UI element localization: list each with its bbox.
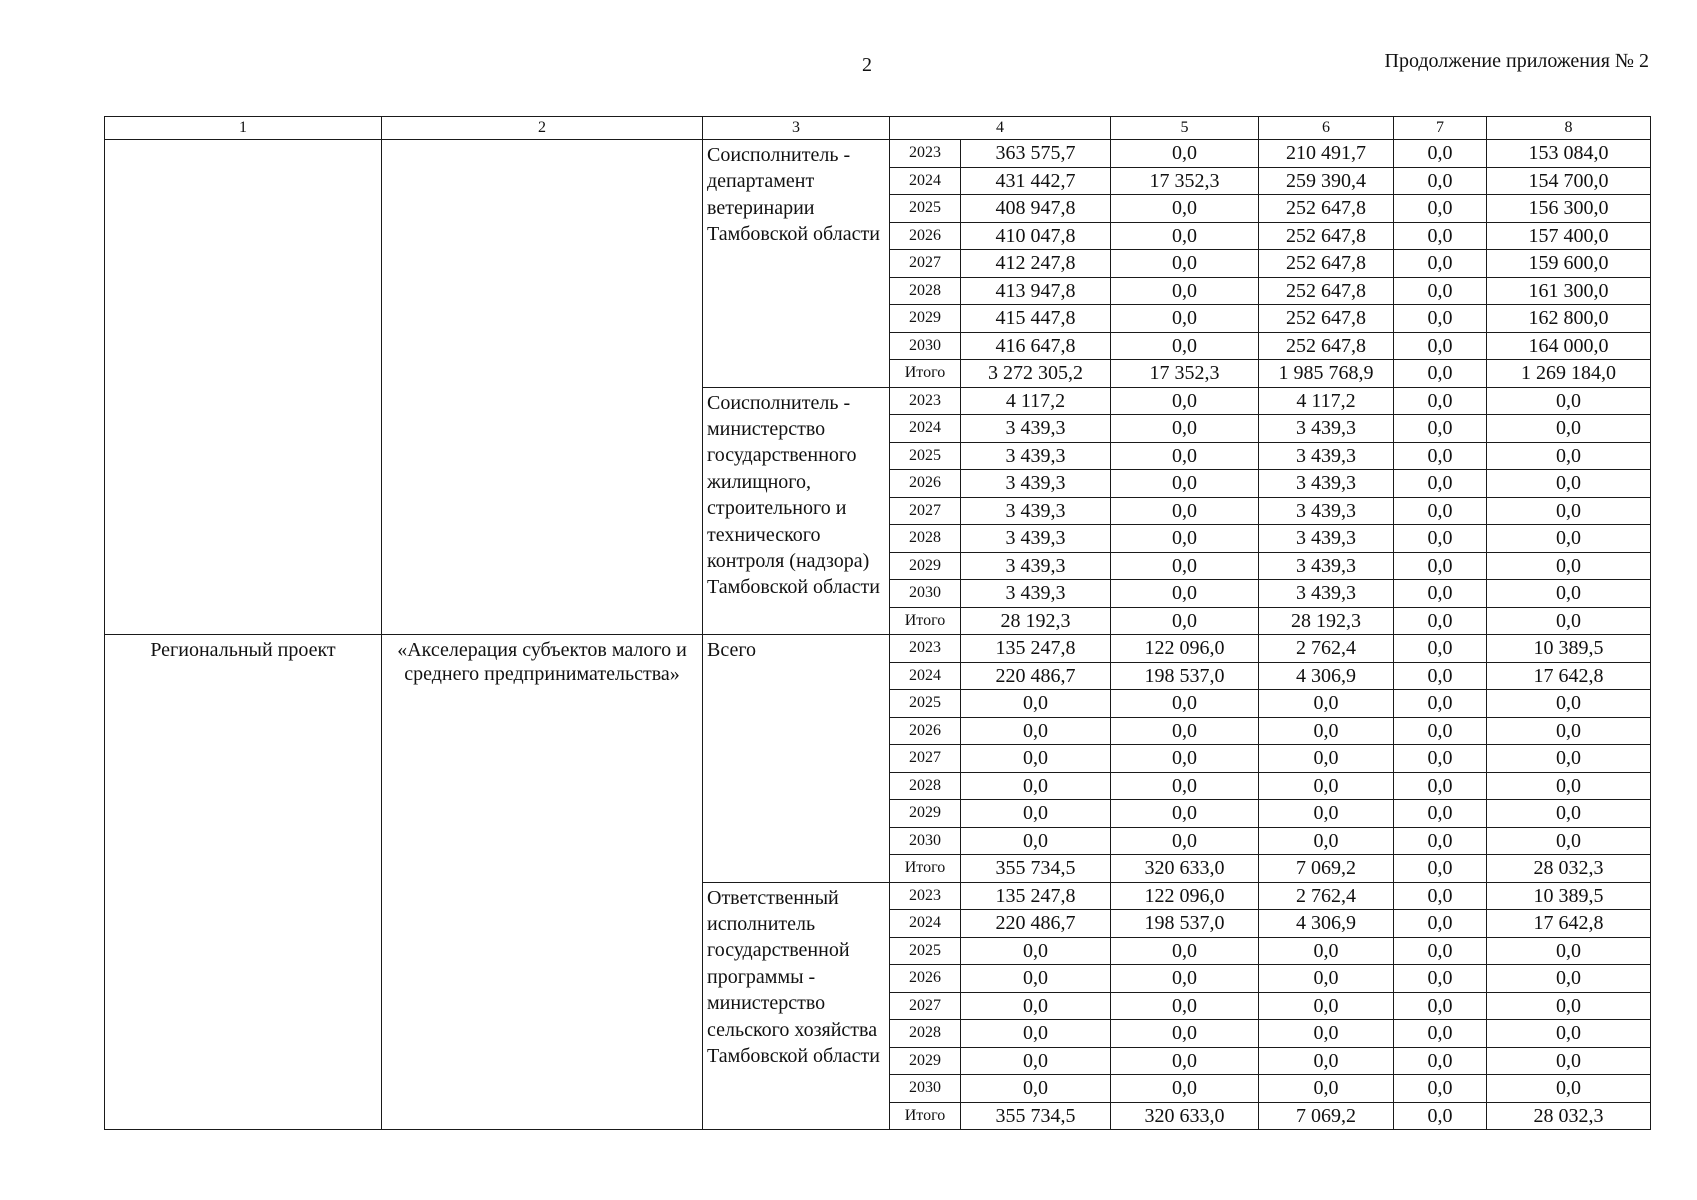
page-number: 2: [862, 54, 872, 76]
value-cell-c7: 0,0: [1394, 690, 1487, 718]
value-cell-c7: 0,0: [1394, 580, 1487, 608]
year-cell: 2025: [890, 442, 961, 470]
value-cell-c8: 0,0: [1487, 690, 1651, 718]
value-cell-c8: 10 389,5: [1487, 882, 1651, 910]
value-cell-c8: 0,0: [1487, 525, 1651, 553]
year-cell: 2026: [890, 470, 961, 498]
value-cell-c7: 0,0: [1394, 222, 1487, 250]
value-cell-c7: 0,0: [1394, 305, 1487, 333]
value-cell-c4: 363 575,7: [961, 140, 1111, 168]
value-cell-c6: 1 985 768,9: [1259, 360, 1394, 388]
value-cell-c5: 0,0: [1111, 965, 1259, 993]
column-header: 3: [703, 117, 890, 140]
value-cell-c4: 3 439,3: [961, 525, 1111, 553]
value-cell-c6: 259 390,4: [1259, 167, 1394, 195]
value-cell-c6: 0,0: [1259, 1020, 1394, 1048]
year-cell: Итого: [890, 360, 961, 388]
value-cell-c8: 0,0: [1487, 745, 1651, 773]
value-cell-c5: 0,0: [1111, 1075, 1259, 1103]
value-cell-c8: 17 642,8: [1487, 910, 1651, 938]
value-cell-c4: 0,0: [961, 745, 1111, 773]
value-cell-c8: 0,0: [1487, 772, 1651, 800]
value-cell-c7: 0,0: [1394, 497, 1487, 525]
column-header: 4: [890, 117, 1111, 140]
value-cell-c4: 3 439,3: [961, 552, 1111, 580]
year-cell: 2027: [890, 992, 961, 1020]
value-cell-c8: 157 400,0: [1487, 222, 1651, 250]
value-cell-c7: 0,0: [1394, 525, 1487, 553]
table-body: [105, 117, 1651, 1130]
year-cell: 2028: [890, 1020, 961, 1048]
value-cell-c5: 0,0: [1111, 305, 1259, 333]
value-cell-c7: 0,0: [1394, 662, 1487, 690]
value-cell-c8: 0,0: [1487, 497, 1651, 525]
value-cell-c5: 0,0: [1111, 415, 1259, 443]
value-cell-c4: 0,0: [961, 690, 1111, 718]
value-cell-c6: 3 439,3: [1259, 442, 1394, 470]
value-cell-c8: 0,0: [1487, 717, 1651, 745]
value-cell-c4: 135 247,8: [961, 635, 1111, 663]
year-cell: 2027: [890, 497, 961, 525]
year-cell: 2024: [890, 662, 961, 690]
year-cell: 2030: [890, 580, 961, 608]
year-cell: 2026: [890, 717, 961, 745]
value-cell-c8: 0,0: [1487, 1047, 1651, 1075]
value-cell-c5: 0,0: [1111, 332, 1259, 360]
column-header: 7: [1394, 117, 1487, 140]
value-cell-c4: 0,0: [961, 992, 1111, 1020]
value-cell-c8: 0,0: [1487, 470, 1651, 498]
value-cell-c6: 3 439,3: [1259, 415, 1394, 443]
year-cell: Итого: [890, 1102, 961, 1130]
value-cell-c8: 0,0: [1487, 580, 1651, 608]
value-cell-c8: 156 300,0: [1487, 195, 1651, 223]
column-header: 8: [1487, 117, 1651, 140]
value-cell-c5: 17 352,3: [1111, 167, 1259, 195]
value-cell-c8: 0,0: [1487, 1075, 1651, 1103]
section-type-cell: Региональный проект: [105, 635, 382, 1130]
value-cell-c4: 135 247,8: [961, 882, 1111, 910]
value-cell-c8: 28 032,3: [1487, 1102, 1651, 1130]
value-cell-c6: 0,0: [1259, 772, 1394, 800]
value-cell-c4: 0,0: [961, 717, 1111, 745]
value-cell-c8: 0,0: [1487, 552, 1651, 580]
executor-cell: Соисполнитель - департамент ветеринарии Тамбовской области: [703, 140, 890, 388]
value-cell-c4: 28 192,3: [961, 607, 1111, 635]
value-cell-c8: 161 300,0: [1487, 277, 1651, 305]
year-cell: 2029: [890, 800, 961, 828]
value-cell-c6: 3 439,3: [1259, 497, 1394, 525]
value-cell-c6: 2 762,4: [1259, 882, 1394, 910]
table-row: [105, 140, 1651, 168]
value-cell-c7: 0,0: [1394, 607, 1487, 635]
value-cell-c5: 320 633,0: [1111, 855, 1259, 883]
value-cell-c8: 0,0: [1487, 442, 1651, 470]
value-cell-c5: 0,0: [1111, 470, 1259, 498]
year-cell: 2023: [890, 140, 961, 168]
year-cell: 2030: [890, 827, 961, 855]
value-cell-c4: 0,0: [961, 937, 1111, 965]
value-cell-c7: 0,0: [1394, 442, 1487, 470]
value-cell-c7: 0,0: [1394, 827, 1487, 855]
column-header: 2: [382, 117, 703, 140]
year-cell: Итого: [890, 607, 961, 635]
value-cell-c4: 408 947,8: [961, 195, 1111, 223]
value-cell-c4: 3 439,3: [961, 470, 1111, 498]
value-cell-c6: 3 439,3: [1259, 525, 1394, 553]
value-cell-c6: 210 491,7: [1259, 140, 1394, 168]
year-cell: 2028: [890, 525, 961, 553]
value-cell-c7: 0,0: [1394, 772, 1487, 800]
year-cell: 2024: [890, 415, 961, 443]
value-cell-c8: 0,0: [1487, 800, 1651, 828]
value-cell-c7: 0,0: [1394, 277, 1487, 305]
value-cell-c8: 10 389,5: [1487, 635, 1651, 663]
value-cell-c6: 2 762,4: [1259, 635, 1394, 663]
value-cell-c4: 3 272 305,2: [961, 360, 1111, 388]
value-cell-c5: 0,0: [1111, 992, 1259, 1020]
value-cell-c4: 431 442,7: [961, 167, 1111, 195]
value-cell-c5: 0,0: [1111, 497, 1259, 525]
year-cell: 2024: [890, 910, 961, 938]
value-cell-c8: 0,0: [1487, 992, 1651, 1020]
value-cell-c8: 0,0: [1487, 827, 1651, 855]
value-cell-c4: 0,0: [961, 827, 1111, 855]
value-cell-c7: 0,0: [1394, 882, 1487, 910]
value-cell-c4: 0,0: [961, 965, 1111, 993]
value-cell-c6: 252 647,8: [1259, 195, 1394, 223]
value-cell-c8: 159 600,0: [1487, 250, 1651, 278]
value-cell-c8: 162 800,0: [1487, 305, 1651, 333]
value-cell-c6: 0,0: [1259, 965, 1394, 993]
year-cell: 2028: [890, 772, 961, 800]
value-cell-c7: 0,0: [1394, 635, 1487, 663]
section-name-cell: [382, 140, 703, 635]
value-cell-c5: 122 096,0: [1111, 882, 1259, 910]
section-type-cell: [105, 140, 382, 635]
value-cell-c7: 0,0: [1394, 387, 1487, 415]
value-cell-c4: 220 486,7: [961, 662, 1111, 690]
value-cell-c7: 0,0: [1394, 800, 1487, 828]
value-cell-c5: 198 537,0: [1111, 910, 1259, 938]
value-cell-c6: 0,0: [1259, 717, 1394, 745]
value-cell-c6: 0,0: [1259, 745, 1394, 773]
value-cell-c4: 0,0: [961, 1020, 1111, 1048]
executor-cell: Ответственный исполнитель государственной программы - министерство сельского хозяйства Тамбовской области: [703, 882, 890, 1130]
year-cell: 2025: [890, 937, 961, 965]
value-cell-c7: 0,0: [1394, 717, 1487, 745]
value-cell-c8: 0,0: [1487, 387, 1651, 415]
value-cell-c5: 198 537,0: [1111, 662, 1259, 690]
year-cell: 2030: [890, 1075, 961, 1103]
value-cell-c5: 0,0: [1111, 250, 1259, 278]
column-header: 6: [1259, 117, 1394, 140]
value-cell-c6: 252 647,8: [1259, 222, 1394, 250]
value-cell-c5: 0,0: [1111, 772, 1259, 800]
value-cell-c8: 0,0: [1487, 1020, 1651, 1048]
value-cell-c7: 0,0: [1394, 360, 1487, 388]
value-cell-c4: 3 439,3: [961, 415, 1111, 443]
continuation-note: Продолжение приложения № 2: [1384, 50, 1649, 72]
value-cell-c8: 164 000,0: [1487, 332, 1651, 360]
value-cell-c4: 3 439,3: [961, 580, 1111, 608]
value-cell-c4: 355 734,5: [961, 1102, 1111, 1130]
value-cell-c5: 0,0: [1111, 690, 1259, 718]
value-cell-c6: 0,0: [1259, 1047, 1394, 1075]
value-cell-c7: 0,0: [1394, 195, 1487, 223]
value-cell-c8: 17 642,8: [1487, 662, 1651, 690]
value-cell-c5: 0,0: [1111, 580, 1259, 608]
value-cell-c7: 0,0: [1394, 965, 1487, 993]
value-cell-c5: 122 096,0: [1111, 635, 1259, 663]
value-cell-c7: 0,0: [1394, 470, 1487, 498]
year-cell: 2029: [890, 552, 961, 580]
value-cell-c8: 154 700,0: [1487, 167, 1651, 195]
table-row: [105, 635, 1651, 663]
value-cell-c5: 0,0: [1111, 1047, 1259, 1075]
value-cell-c5: 0,0: [1111, 277, 1259, 305]
value-cell-c7: 0,0: [1394, 332, 1487, 360]
value-cell-c4: 0,0: [961, 800, 1111, 828]
value-cell-c4: 355 734,5: [961, 855, 1111, 883]
year-cell: 2023: [890, 387, 961, 415]
value-cell-c7: 0,0: [1394, 910, 1487, 938]
value-cell-c7: 0,0: [1394, 552, 1487, 580]
value-cell-c5: 0,0: [1111, 140, 1259, 168]
value-cell-c8: 0,0: [1487, 965, 1651, 993]
value-cell-c6: 0,0: [1259, 690, 1394, 718]
value-cell-c7: 0,0: [1394, 1020, 1487, 1048]
value-cell-c6: 4 117,2: [1259, 387, 1394, 415]
value-cell-c7: 0,0: [1394, 937, 1487, 965]
value-cell-c6: 252 647,8: [1259, 277, 1394, 305]
year-cell: 2026: [890, 222, 961, 250]
section-name-cell: «Акселерация субъектов малого и среднего предпринимательства»: [382, 635, 703, 1130]
value-cell-c5: 0,0: [1111, 607, 1259, 635]
value-cell-c5: 320 633,0: [1111, 1102, 1259, 1130]
value-cell-c4: 0,0: [961, 1047, 1111, 1075]
value-cell-c5: 0,0: [1111, 387, 1259, 415]
value-cell-c7: 0,0: [1394, 1102, 1487, 1130]
value-cell-c6: 252 647,8: [1259, 332, 1394, 360]
value-cell-c5: 0,0: [1111, 195, 1259, 223]
value-cell-c6: 0,0: [1259, 937, 1394, 965]
budget-table: [104, 116, 1651, 1130]
value-cell-c4: 4 117,2: [961, 387, 1111, 415]
value-cell-c7: 0,0: [1394, 1075, 1487, 1103]
value-cell-c6: 7 069,2: [1259, 855, 1394, 883]
year-cell: 2028: [890, 277, 961, 305]
executor-cell: Соисполнитель - министерство государственного жилищного, строительного и технического контроля (надзора) Тамбовской области: [703, 387, 890, 635]
year-cell: 2027: [890, 745, 961, 773]
value-cell-c6: 28 192,3: [1259, 607, 1394, 635]
column-header-row: [105, 117, 1651, 140]
value-cell-c4: 416 647,8: [961, 332, 1111, 360]
value-cell-c5: 0,0: [1111, 800, 1259, 828]
value-cell-c4: 412 247,8: [961, 250, 1111, 278]
value-cell-c6: 252 647,8: [1259, 305, 1394, 333]
year-cell: 2029: [890, 1047, 961, 1075]
value-cell-c5: 0,0: [1111, 745, 1259, 773]
value-cell-c5: 0,0: [1111, 717, 1259, 745]
value-cell-c6: 3 439,3: [1259, 470, 1394, 498]
year-cell: 2029: [890, 305, 961, 333]
value-cell-c5: 17 352,3: [1111, 360, 1259, 388]
year-cell: Итого: [890, 855, 961, 883]
value-cell-c6: 4 306,9: [1259, 662, 1394, 690]
value-cell-c7: 0,0: [1394, 250, 1487, 278]
year-cell: 2025: [890, 690, 961, 718]
value-cell-c4: 0,0: [961, 1075, 1111, 1103]
value-cell-c6: 0,0: [1259, 827, 1394, 855]
value-cell-c5: 0,0: [1111, 552, 1259, 580]
value-cell-c8: 153 084,0: [1487, 140, 1651, 168]
value-cell-c6: 0,0: [1259, 992, 1394, 1020]
value-cell-c7: 0,0: [1394, 855, 1487, 883]
value-cell-c4: 415 447,8: [961, 305, 1111, 333]
year-cell: 2025: [890, 195, 961, 223]
value-cell-c7: 0,0: [1394, 167, 1487, 195]
year-cell: 2026: [890, 965, 961, 993]
value-cell-c8: 1 269 184,0: [1487, 360, 1651, 388]
column-header: 5: [1111, 117, 1259, 140]
value-cell-c5: 0,0: [1111, 827, 1259, 855]
value-cell-c6: 0,0: [1259, 1075, 1394, 1103]
value-cell-c4: 413 947,8: [961, 277, 1111, 305]
year-cell: 2030: [890, 332, 961, 360]
value-cell-c5: 0,0: [1111, 1020, 1259, 1048]
year-cell: 2027: [890, 250, 961, 278]
value-cell-c6: 0,0: [1259, 800, 1394, 828]
value-cell-c4: 0,0: [961, 772, 1111, 800]
executor-cell: Всего: [703, 635, 890, 883]
value-cell-c4: 220 486,7: [961, 910, 1111, 938]
value-cell-c4: 410 047,8: [961, 222, 1111, 250]
value-cell-c7: 0,0: [1394, 140, 1487, 168]
year-cell: 2023: [890, 882, 961, 910]
value-cell-c4: 3 439,3: [961, 497, 1111, 525]
value-cell-c8: 0,0: [1487, 937, 1651, 965]
value-cell-c4: 3 439,3: [961, 442, 1111, 470]
value-cell-c7: 0,0: [1394, 745, 1487, 773]
value-cell-c7: 0,0: [1394, 992, 1487, 1020]
value-cell-c8: 28 032,3: [1487, 855, 1651, 883]
value-cell-c6: 3 439,3: [1259, 552, 1394, 580]
value-cell-c6: 4 306,9: [1259, 910, 1394, 938]
value-cell-c8: 0,0: [1487, 415, 1651, 443]
value-cell-c5: 0,0: [1111, 525, 1259, 553]
value-cell-c7: 0,0: [1394, 415, 1487, 443]
value-cell-c6: 7 069,2: [1259, 1102, 1394, 1130]
value-cell-c5: 0,0: [1111, 222, 1259, 250]
value-cell-c8: 0,0: [1487, 607, 1651, 635]
column-header: 1: [105, 117, 382, 140]
value-cell-c6: 252 647,8: [1259, 250, 1394, 278]
value-cell-c5: 0,0: [1111, 937, 1259, 965]
value-cell-c7: 0,0: [1394, 1047, 1487, 1075]
value-cell-c6: 3 439,3: [1259, 580, 1394, 608]
year-cell: 2024: [890, 167, 961, 195]
year-cell: 2023: [890, 635, 961, 663]
value-cell-c5: 0,0: [1111, 442, 1259, 470]
